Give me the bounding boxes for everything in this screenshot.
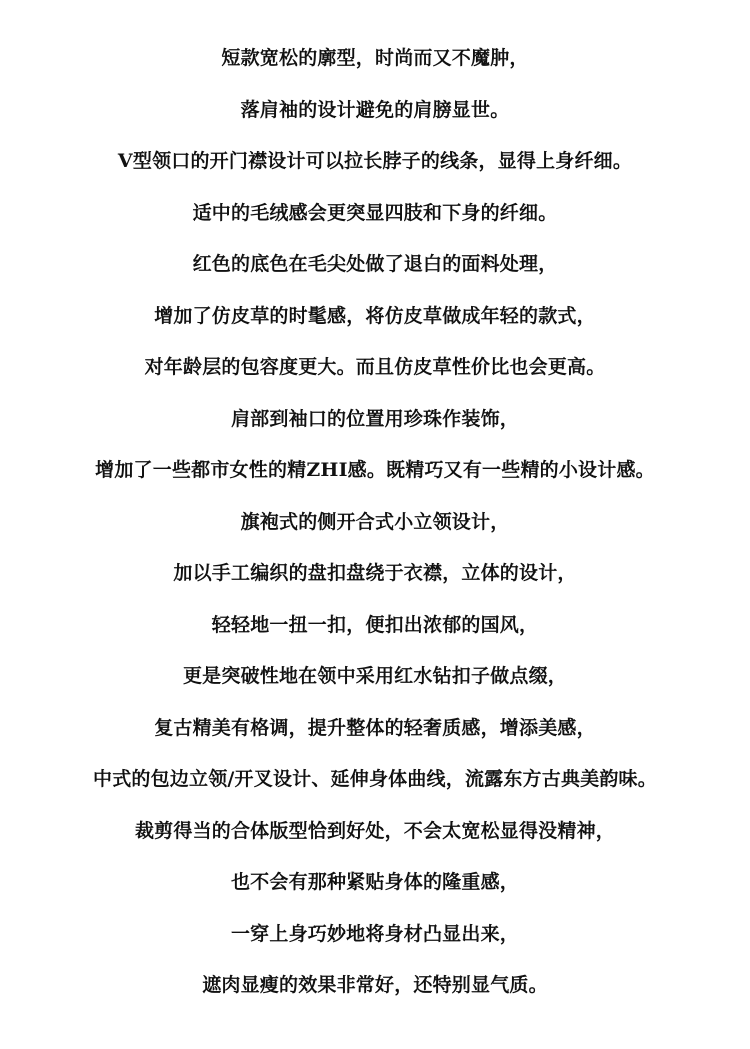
- text-line-13: 更是突破性地在领中采用红水钻扣子做点缀，: [182, 665, 567, 687]
- text-line-10: 旗袍式的侧开合式小立领设计，: [240, 510, 510, 533]
- text-line-15: 中式的包边立领/开叉设计、延伸身体曲线，流露东方古典美韵味。: [93, 768, 657, 790]
- text-line-19: 遮肉显瘦的效果非常好，还特别显气质。: [202, 974, 548, 996]
- text-line-3: V型领口的开门襟设计可以拉长脖子的线条，显得上身纤细。: [117, 150, 633, 172]
- text-line-8: 肩部到袖口的位置用珍珠作装饰，: [230, 407, 519, 430]
- text-line-17: 也不会有那种紧贴身体的隆重感，: [230, 871, 519, 893]
- text-line-16: 裁剪得当的合体版型恰到好处，不会太宽松显得没精神，: [134, 819, 615, 842]
- text-line-6: 增加了仿皮草的时髦感，将仿皮草做成年轻的款式，: [154, 304, 596, 327]
- text-line-12: 轻轻地一扭一扣，便扣出浓郁的国风，: [211, 613, 539, 636]
- text-line-4: 适中的毛绒感会更突显四肢和下身的纤细。: [192, 201, 558, 224]
- text-line-1: 短款宽松的廓型，时尚而又不魔肿，: [221, 47, 529, 69]
- text-line-18: 一穿上身巧妙地将身材凸显出来，: [230, 922, 519, 945]
- text-line-9: 增加了一些都市女性的精ZHI感。既精巧又有一些精的小设计感。: [95, 459, 655, 481]
- text-line-11: 加以手工编织的盘扣盘绕于衣襟，立体的设计，: [173, 562, 577, 584]
- text-line-7: 对年龄层的包容度更大。而且仿皮草性价比也会更高。: [144, 356, 606, 378]
- text-line-14: 复古精美有格调，提升整体的轻奢质感，增添美感，: [154, 716, 596, 739]
- text-line-5: 红色的底色在毛尖处做了退白的面料处理，: [192, 253, 558, 275]
- text-line-2: 落肩袖的设计避免的肩膀显世。: [240, 98, 510, 121]
